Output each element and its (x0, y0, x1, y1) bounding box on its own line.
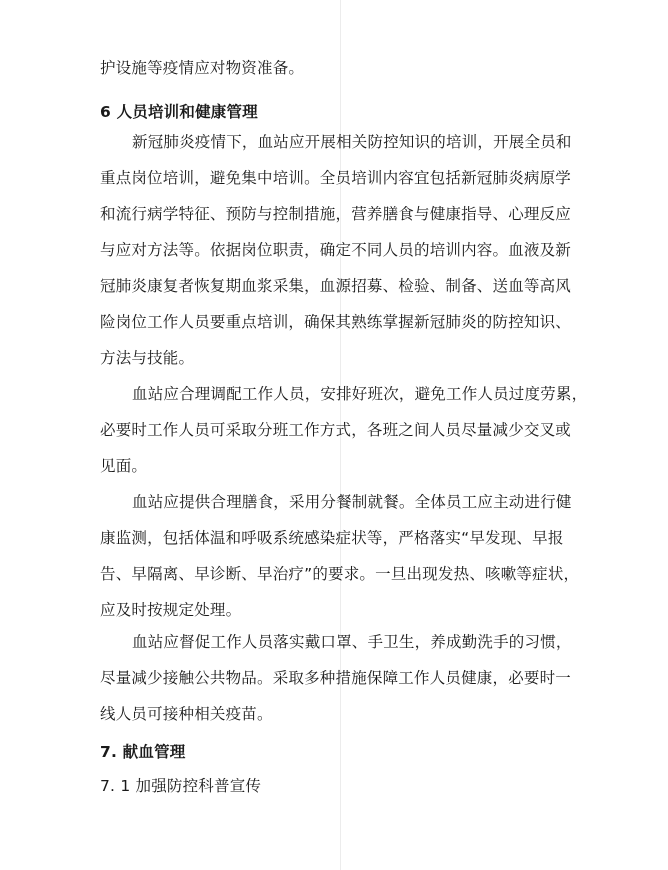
paragraph-line: 险岗位工作人员要重点培训，确保其熟练掌握新冠肺炎的防控知识、 (100, 313, 572, 331)
paragraph-line: 新冠肺炎疫情下，血站应开展相关防控知识的培训，开展全员和 (132, 133, 572, 151)
paragraph-line: 血站应督促工作人员落实戴口罩、手卫生，养成勤洗手的习惯， (132, 633, 572, 651)
paragraph-line: 方法与技能。 (100, 349, 195, 367)
section-heading-7: 7. 献血管理 (100, 743, 186, 761)
paragraph-line: 血站应合理调配工作人员，安排好班次，避免工作人员过度劳累， (132, 385, 588, 403)
paragraph-line: 告、早隔离、早诊断、早治疗”的要求。一旦出现发热、咳嗽等症状， (100, 565, 580, 583)
paragraph-line: 冠肺炎康复者恢复期血浆采集，血源招募、检验、制备、送血等高风 (100, 277, 572, 295)
paragraph-line: 应及时按规定处理。 (100, 601, 242, 619)
subsection-heading-7-1: 7. 1 加强防控科普宣传 (100, 777, 262, 795)
paragraph-line: 与应对方法等。依据岗位职责，确定不同人员的培训内容。血液及新 (100, 241, 572, 259)
paragraph-line: 护设施等疫情应对物资准备。 (100, 59, 305, 77)
paragraph-line: 重点岗位培训，避免集中培训。全员培训内容宜包括新冠肺炎病原学 (100, 169, 572, 187)
paragraph-line: 和流行病学特征、预防与控制措施，营养膳食与健康指导、心理反应 (100, 205, 572, 223)
section-heading-6: 6 人员培训和健康管理 (100, 103, 258, 121)
paragraph-line: 康监测，包括体温和呼吸系统感染症状等，严格落实“早发现、早报 (100, 529, 564, 547)
paragraph-line: 尽量减少接触公共物品。采取多种措施保障工作人员健康，必要时一 (100, 669, 572, 687)
paragraph-line: 必要时工作人员可采取分班工作方式，各班之间人员尽量减少交叉或 (100, 421, 572, 439)
paragraph-line: 线人员可接种相关疫苗。 (100, 705, 273, 723)
paragraph-line: 血站应提供合理膳食，采用分餐制就餐。全体员工应主动进行健 (132, 493, 572, 511)
paragraph-line: 见面。 (100, 457, 148, 475)
